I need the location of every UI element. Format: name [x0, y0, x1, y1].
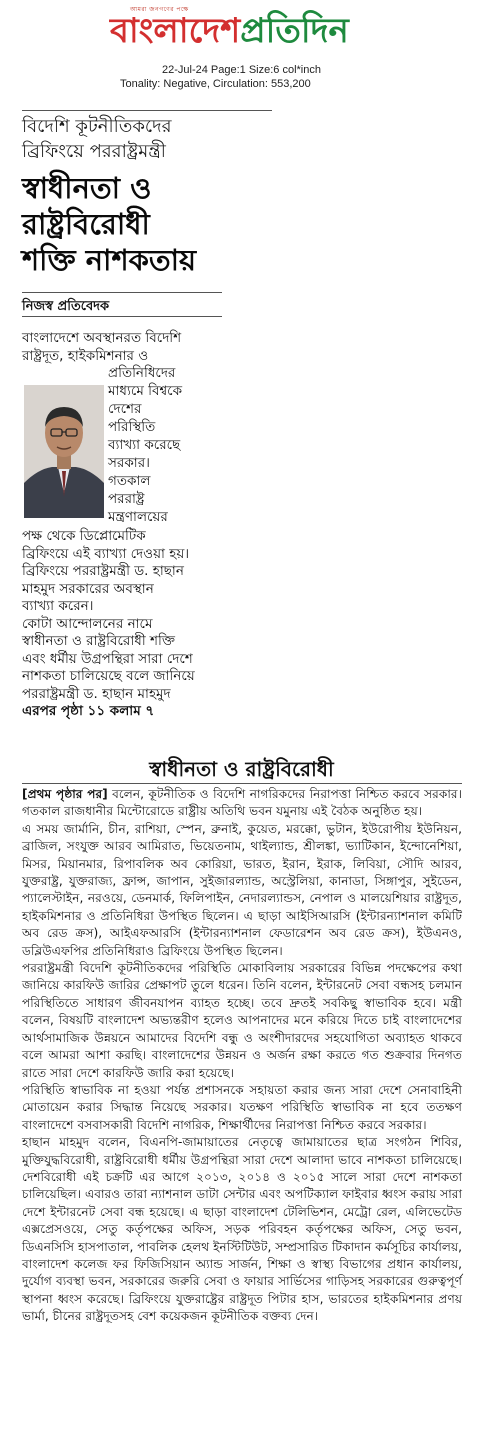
lede-line: পররাষ্ট্রমন্ত্রী ড. হাছান মাহমুদ	[22, 685, 171, 702]
paragraph: পরিস্থিতি স্বাভাবিক না হওয়া পর্যন্ত প্রশাসনকে সহায়তা করার জন্য সারা দেশে সেনাবাহিনী মোতায়েন করার সিদ্ধান্ত নিয়েছে সরকার। যতক্ষণ পরিস্থিতি স্বাভাবিক না হবে ততক্ষণ বাংলাদেশে বসবাসকারী বিদেশি নাগরিক, শিক্ষার্থীদের নিরাপত্তা নিশ্চিত করবে সরকার।	[22, 1082, 462, 1132]
byline-rule-bottom	[22, 316, 222, 317]
lede-line: ব্রিফিংয়ে এই ব্যাখ্যা দেওয়া হয়।	[22, 545, 190, 562]
paragraph: হাছান মাহমুদ বলেন, বিএনপি-জামায়াতের নেতৃত্বে জামায়াতের ছাত্র সংগঠন শিবির, মুক্তিযুদ্ধবিরোধী, রাষ্ট্রবিরোধী ধর্মীয় উগ্রপন্থিরা সারা দেশে আলাদা ভাবে নাশকতা চালিয়েছে। দেশবিরোধী এই চক্রটি এর আগে ২০১৩, ২০১৪ ও ২০১৫ সালে সারা দেশে নাশকতা চালিয়েছিল। এবারও তারা ন্যাশনাল ডাটা সেন্টার এবং অপটিক্যাল ফাইবার ধ্বংস করায় সারা দেশে ইন্টারনেট সেবা বন্ধ হয়েছে। এ ছাড়া বাংলাদেশ টেলিভিশন, মেট্রো রেল, এলিভেটেড এক্সপ্রেসওয়ে, সেতু কর্তৃপক্ষের অফিস, সড়ক পরিবহন কর্তৃপক্ষের অফিস, সেতু ভবন, ডিএনসিসি হাসপাতাল, পাবলিক হেলথ ইনস্টিটিউট, সম্প্রসারিত টিকাদান কর্মসূচির কার্যালয়, বাংলাদেশ কলেজ ফর ফিজিসিয়ান অ্যান্ড সার্জন, শিক্ষা ও স্বাস্থ্য বিভাগের প্রধান কার্যালয়, দুর্যোগ ব্যবস্থা ভবন, সরকারের জরুরি সেবা ও ফায়ার সার্ভিসের গাড়িসহ সরকারের গুরুত্বপূর্ণ স্থাপনা ধ্বংস করেছে। ব্রিফিংয়ে যুক্তরাষ্ট্রের রাষ্ট্রদূত পিটার হাস, ভারতের হাইকমিশনার প্রণয় ভার্মা, চীনের রাষ্ট্রদূতসহ বেশ কয়েকজন কূটনীতিক বক্তব্য দেন।	[22, 1135, 462, 1324]
kicker-line: বিদেশি কূটনীতিকদের	[22, 116, 172, 137]
wrap-line: সরকার।	[108, 455, 150, 471]
continuation-headline: স্বাধীনতা ও রাষ্ট্রবিরোধী	[149, 757, 334, 781]
byline-rule	[22, 292, 222, 293]
article-headline	[22, 170, 282, 278]
paragraph: পররাষ্ট্রমন্ত্রী বিদেশি কূটনীতিকদের পরিস্থিতি মোকাবিলায় সরকারের বিভিন্ন পদক্ষেপের কথা জানিয়ে কারফিউ জারির প্রেক্ষাপট তুলে ধরেন। তিনি বলেন, ইন্টারনেট সেবা বন্ধসহ চলমান পরিস্থিতিতে সাধারণ জীবনযাপন ব্যাহত হচ্ছে। তবে দ্রুতই সবকিছু স্বাভাবিক হবে। মন্ত্রী বলেন, বিষয়টি বাংলাদেশ অভ্যন্তরীণ হলেও আপনাদের মনে করিয়ে দিতে চাই বাংলাদেশের আর্থসামাজিক উন্নয়নে আমাদের বিদেশি বন্ধু ও অংশীদারদের সহযোগিতা অব্যাহত থাকবে বলে আমরা আশা করছি। বাংলাদেশের উন্নয়ন ও অর্জন রক্ষা করতে গত শুক্রবার দিনগত রাতে সারা দেশে কারফিউ জারি করা হয়েছে।	[22, 961, 462, 1080]
wrap-line: পরিস্থিতি	[108, 419, 156, 435]
jump-line: এরপর পৃষ্ঠা ১১ কলাম ৭	[22, 703, 155, 719]
paragraph: এ সময় জার্মানি, চীন, রাশিয়া, স্পেন, ব্রুনাই, কুয়েত, মরক্কো, ভুটান, ইউরোপীয় ইউনিয়ন, ব্রাজিল, সংযুক্ত আরব আমিরাত, ভিয়েতনাম, থাইল্যান্ড, শ্রীলঙ্কা, ভ্যাটিকান, ইন্দোনেশিয়া, মিসর, মিয়ানমার, রিপাবলিক অব কোরিয়া, ভারত, ইরান, ইরাক, লিবিয়া, সৌদি আরব, যুক্তরাষ্ট্র, যুক্তরাজ্য, ফ্রান্স, জাপান, সুইজারল্যান্ড, অস্ট্রেলিয়া, কানাডা, সিঙ্গাপুর, সুইডেন, প্যালেস্টাইন, নরওয়ে, ডেনমার্ক, ফিলিপাইন, নেদারল্যান্ডস, নেপাল ও মালয়েশিয়ার রাষ্ট্রদূত, হাইকমিশনার ও প্রতিনিধিরা উপস্থিত ছিলেন। এ ছাড়া আইসিআরসি (ইন্টারন্যাশনাল কমিটি অব রেড ক্রস), আইএফআরসি (ইন্টারন্যাশনাল ফেডারেশন অব রেড ক্রস), ইউএনও, ডব্লিউএফপির প্রতিনিধিরাও ব্রিফিংয়ে উপস্থিত ছিলেন।	[22, 821, 462, 958]
lede-line: নাশকতা চালিয়েছে বলে জানিয়ে	[22, 668, 195, 684]
article-kicker	[22, 114, 282, 164]
masthead	[0, 0, 483, 60]
wrap-line: মাধ্যমে বিশ্বকে	[108, 383, 183, 399]
wrap-line: দেশের	[108, 401, 142, 417]
masthead-tagline: আমরা জনগণের পক্ষে	[130, 6, 189, 13]
kicker-line: ব্রিফিংয়ে পররাষ্ট্রমন্ত্রী	[22, 141, 166, 162]
clipping-meta-date: 22-Jul-24 Page:1 Size:6 col*inch	[162, 64, 321, 76]
lede-line: পক্ষ থেকে ডিপ্লোমেটিক	[22, 528, 146, 544]
continuation-body	[22, 786, 462, 1326]
lede-line: ব্রিফিংয়ে পররাষ্ট্রমন্ত্রী ড. হাছান	[22, 563, 184, 579]
logo-part-bangladesh: বাংলাদেশ	[110, 11, 241, 51]
lede-top	[22, 330, 234, 365]
paragraph-text: বলেন, কূটনীতিক ও বিদেশি নাগরিকদের নিরাপত্তা নিশ্চিত করবে সরকার। গতকাল রাজধানীর মিন্টোরোডে রাষ্ট্রীয় অতিথি ভবন যমুনায় এই বৈঠক অনুষ্ঠিত হয়।	[22, 787, 462, 819]
top-rule	[22, 110, 272, 111]
wrap-line: প্রতিনিধিদের	[108, 365, 176, 381]
clipping-meta-tonality: Tonality: Negative, Circulation: 553,200	[120, 78, 311, 90]
wrap-line: পররাষ্ট্র	[108, 491, 145, 507]
lede-line: এবং ধর্মীয় উগ্রপন্থিরা সারা দেশে	[22, 650, 193, 667]
lede-line: স্বাধীনতা ও রাষ্ট্রবিরোধী শক্তি	[22, 633, 175, 649]
lede-line: বাংলাদেশে অবস্থানরত বিদেশি	[22, 330, 182, 346]
newspaper-logo	[110, 8, 349, 54]
logo-part-protidin: প্রতিদিন	[240, 11, 349, 51]
lede-line: মাহমুদ সরকারের অবস্থান	[22, 580, 154, 597]
headline-line: শক্তি নাশকতায়	[22, 243, 197, 277]
lede-line: কোটা আন্দোলনের নামে	[22, 615, 153, 632]
byline: নিজস্ব প্রতিবেদক	[22, 299, 110, 314]
lede-line: ব্যাখ্যা করেন।	[22, 598, 94, 614]
headline-line: রাষ্ট্রবিরোধী	[22, 207, 150, 241]
continuation-rule	[22, 783, 462, 784]
wrap-line: মন্ত্রণালয়ের	[108, 509, 168, 525]
minister-portrait	[24, 385, 104, 518]
lede-rest	[22, 528, 242, 721]
continuation-marker: [প্রথম পৃষ্ঠার পর]	[22, 787, 108, 801]
wrap-line: গতকাল	[108, 473, 151, 489]
paragraph	[22, 786, 462, 821]
wrap-line: ব্যাখ্যা করেছে	[108, 437, 181, 453]
headline-line: স্বাধীনতা ও	[22, 171, 152, 205]
lede-line: রাষ্ট্রদূত, হাইকমিশনার ও	[22, 347, 149, 364]
